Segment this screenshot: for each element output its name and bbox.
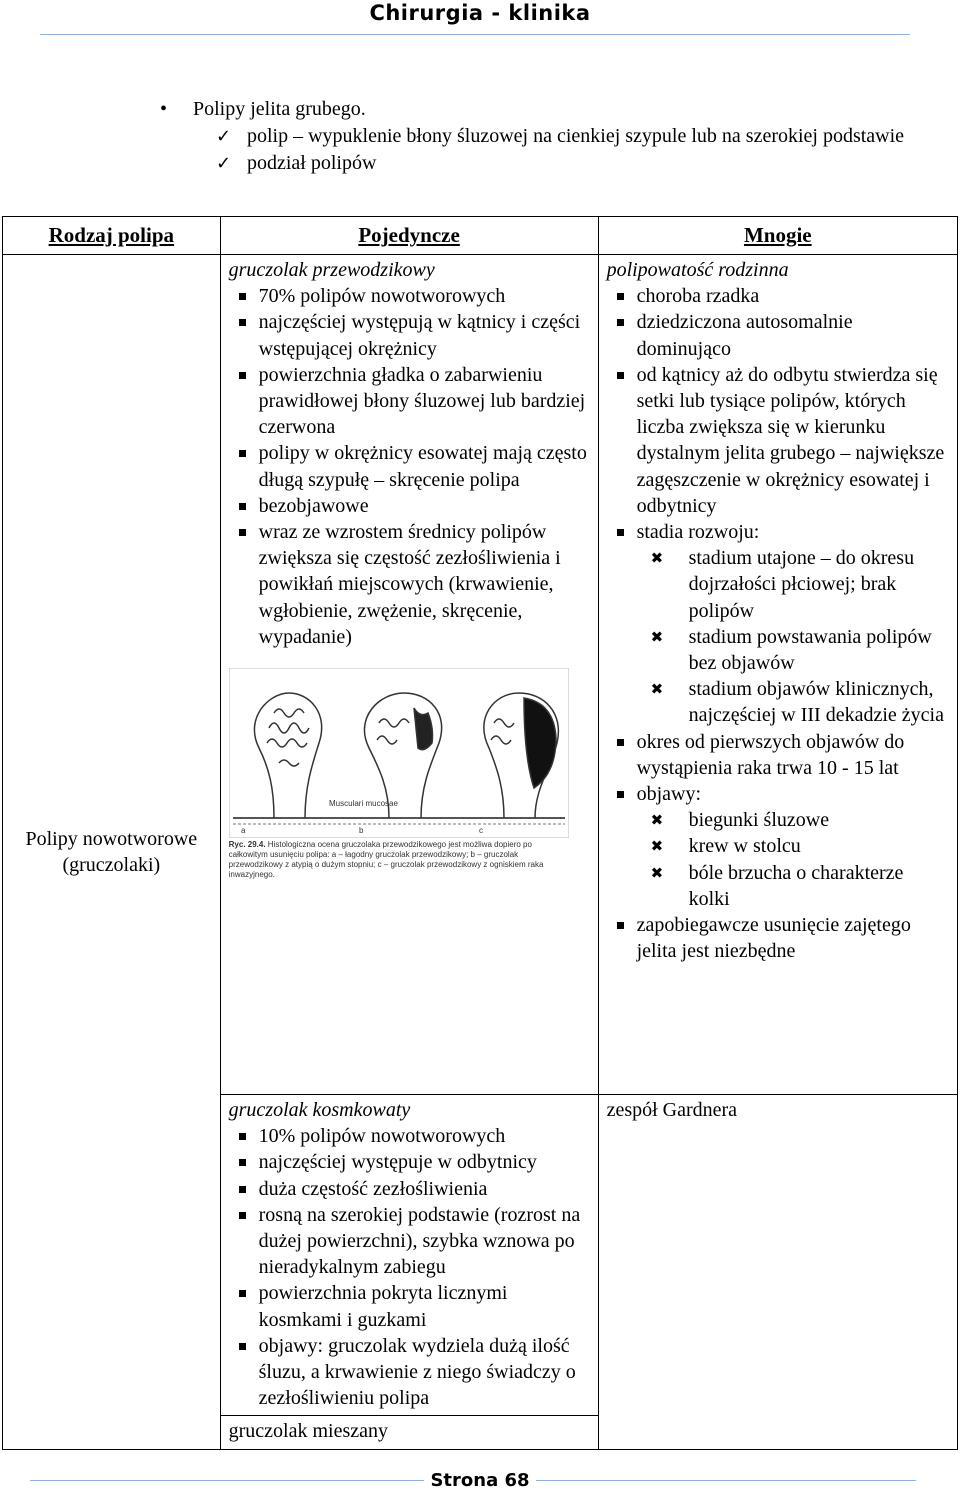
header-divider	[40, 34, 910, 35]
sub-list-item: ✖ krew w stolcu	[651, 833, 949, 859]
intro-check-text: polip – wypuklenie błony śluzowej na cienkiej szypule lub na szerokiej podstawie	[247, 125, 905, 147]
sub-list-item: ✖ biegunki śluzowe	[651, 807, 949, 833]
sub-list-item: ✖ stadium powstawania polipów bez objawów	[651, 624, 949, 676]
sub-list-item: ✖ stadium utajone – do okresu dojrzałości płciowej; brak polipów	[651, 545, 949, 624]
list-item: polipy w okrężnicy esowatej mają często długą szypułę – skręcenie polipa	[229, 440, 590, 492]
header-rodzaj: Rodzaj polipa	[3, 217, 221, 255]
list-item: rosną na szerokiej podstawie (rozrost na dużej powierzchni), szybka wznowa po nieradykalnym zabiegu	[229, 1202, 590, 1281]
header-mnogie: Mnogie	[598, 217, 957, 255]
header-pojedyncze: Pojedyncze	[220, 217, 598, 255]
bullet-list	[229, 1123, 590, 1411]
sub-list-item: ✖ bóle brzucha o charakterze kolki	[651, 860, 949, 912]
cell-zespol-gardnera	[598, 1095, 957, 1450]
intro-check-item	[160, 150, 920, 177]
polyp-illustration	[229, 668, 569, 838]
page-number: Strona 68	[424, 1470, 535, 1491]
table-header-row	[3, 217, 958, 255]
list-item	[607, 781, 949, 912]
figure-caption	[229, 840, 569, 880]
list-item: duża częstość zezłośliwienia	[229, 1176, 590, 1202]
list-item: najczęściej występują w kątnicy i części wstępującej okrężnicy	[229, 309, 590, 361]
page-header-title: Chirurgia - klinika	[369, 1, 591, 25]
label-a: a	[240, 826, 246, 836]
sub-list	[651, 807, 949, 912]
list-item: choroba rzadka	[607, 283, 949, 309]
list-item: od kątnicy aż do odbytu stwierdza się setki lub tysiące polipów, których liczba zwiększa się w kierunku dystalnym jelita grubego – największe zagęszczenie w okrężnicy esowatej i odbytnicy	[607, 362, 949, 519]
cell-title: gruczolak kosmkowaty	[228, 1099, 411, 1121]
list-item: bezobjawowe	[229, 493, 590, 519]
list-item: objawy: gruczolak wydziela dużą ilość śluzu, a krwawienie z niego świadczy o zezłośliwieniu polipa	[229, 1333, 590, 1412]
list-item-text: stadia rozwoju:	[636, 521, 760, 544]
cell-gruczolak-przewodzikowy	[220, 255, 598, 1095]
cell-gruczolak-kosmkowaty	[220, 1095, 598, 1416]
cell-text: zespół Gardnera	[606, 1099, 738, 1121]
intro-section	[160, 96, 920, 177]
caption-text: Histologiczna ocena gruczolaka przewodzikowego jest możliwa dopiero po całkowitym usunięciu polipa: a – łagodny gruczolak przewodzikowy; b – gruczolak przewodzikowy z atypią o dużym stopniu; c – gruczolak przewodzikowy z ogniskiem raka inwazyjnego.	[228, 840, 544, 880]
intro-check-text: podział polipów	[247, 152, 377, 174]
list-item-text: objawy:	[636, 783, 701, 806]
bullet-list	[607, 283, 949, 964]
checkmark-icon: ✓	[216, 153, 232, 174]
page-footer	[0, 1470, 960, 1492]
list-item: zapobiegawcze usunięcie zajętego jelita jest niezbędne	[607, 912, 949, 964]
bullet-list	[229, 283, 590, 650]
sub-list	[651, 545, 949, 728]
table-row	[3, 255, 958, 1095]
cell-polipowatosc-rodzinna	[598, 255, 957, 1095]
list-item	[607, 519, 949, 729]
cell-gruczolak-mieszany	[220, 1416, 598, 1449]
sub-list-item: ✖ stadium objawów klinicznych, najczęściej w III dekadzie życia	[651, 676, 949, 728]
histology-figure	[229, 668, 569, 880]
list-item: powierzchnia gładka o zabarwieniu prawidłowej błony śluzowej lub bardziej czerwona	[229, 362, 590, 441]
cell-text: gruczolak mieszany	[228, 1420, 389, 1443]
intro-bullet: • Polipy jelita grubego.	[160, 96, 920, 123]
list-item: okres od pierwszych objawów do wystąpienia raka trwa 10 - 15 lat	[607, 729, 949, 781]
caption-number: Ryc. 29.4.	[228, 840, 266, 850]
label-c: c	[478, 826, 483, 836]
list-item: najczęściej występuje w odbytnicy	[229, 1149, 590, 1175]
polyp-classification-table	[2, 216, 958, 1450]
list-item: 70% polipów nowotworowych	[229, 283, 590, 309]
cell-title: gruczolak przewodzikowy	[228, 259, 435, 281]
list-item: dziedziczona autosomalnie dominująco	[607, 309, 949, 361]
checkmark-icon: ✓	[216, 126, 232, 147]
list-item: powierzchnia pokryta licznymi kosmkami i guzkami	[229, 1280, 590, 1332]
label-muscularis: Musculari mucosae	[328, 799, 398, 809]
list-item: wraz ze wzrostem średnicy polipów zwiększa się częstość zezłośliwienia i powikłań miejscowych (krwawienie, wgłobienie, zwężenie, skręcenie, wypadanie)	[229, 519, 590, 650]
list-item: 10% polipów nowotworowych	[229, 1123, 590, 1149]
label-b: b	[358, 826, 364, 836]
row-label-polipy: Polipy nowotworowe (gruczolaki)	[3, 255, 221, 1450]
cell-title: polipowatość rodzinna	[606, 259, 789, 281]
intro-check-item	[160, 123, 920, 150]
